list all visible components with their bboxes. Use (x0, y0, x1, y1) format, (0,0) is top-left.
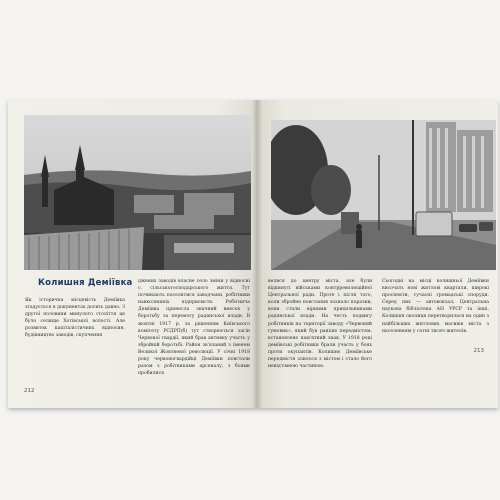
modern-demiivka-photo (271, 120, 496, 270)
left-page (8, 100, 256, 408)
old-demiivka-photo (24, 115, 251, 270)
book-gutter (252, 100, 262, 408)
right-text-column-1: велися до центру міста, але були відкинуті військами контрреволюційної Центральної ради. Проте і після того, коли збройне повстання зазнало поразки, вони стали вірними прихильниками радянської влади. На честь подвигу робітників на території заводу «Червоний гумовик», який був раніше передмістям, встановлено пам'ятний знак. У 1918 році деміївські робітники брали участь у боях проти окупантів. Колишнє Деміївське передмістя злилося з містом і стало його невід'ємною частиною. (268, 279, 372, 370)
page-number-right: 213 (473, 348, 484, 354)
left-text-column-2: джених заводів власне село зміни у відносні с. сільськогосподарського життя. Тут починають поселятися заводчани, робітники навколишніх підприємств. Робітнича Деміївка принесла значний внесок у боротьбу за перемогу радянської влади. В жовтні 1917 р. за рішенням Київського комітету РСДРП(б) тут створюється загін Червоної гвардії, який брав активну участь у збройній боротьбі. Район зв'язаний з іменем Великої Жовтневої революції. У січні 1918 року червоногвардійці Деміївки повстали разом з робітниками арсеналу, з боями пробилися (138, 279, 250, 377)
right-page (256, 100, 498, 408)
right-text-column-2: Сьогодні на місці колишньої Деміївки височать нові житлові квартали, широкі проспекти, сучасні громадські споруди. Серед них — автовокзал, Центральна наукова бібліотека АН УРСР та інші. Колишня околиця перетворилася на один з найбільших житлових масивів міста з населенням у сотні тисяч жителів. (382, 279, 489, 334)
page-number-left: 212 (24, 388, 35, 394)
section-title: Колишня Деміївка (38, 278, 133, 288)
left-text-column-1: Як історична місцевість Деміївка згадується в документах досить давно. З другої половини минулого століття це було селище Хотівської волості. Але розвиток капіталістичних відносин, будівництво заводів, скупчення (25, 298, 125, 339)
book-spread (8, 100, 498, 408)
